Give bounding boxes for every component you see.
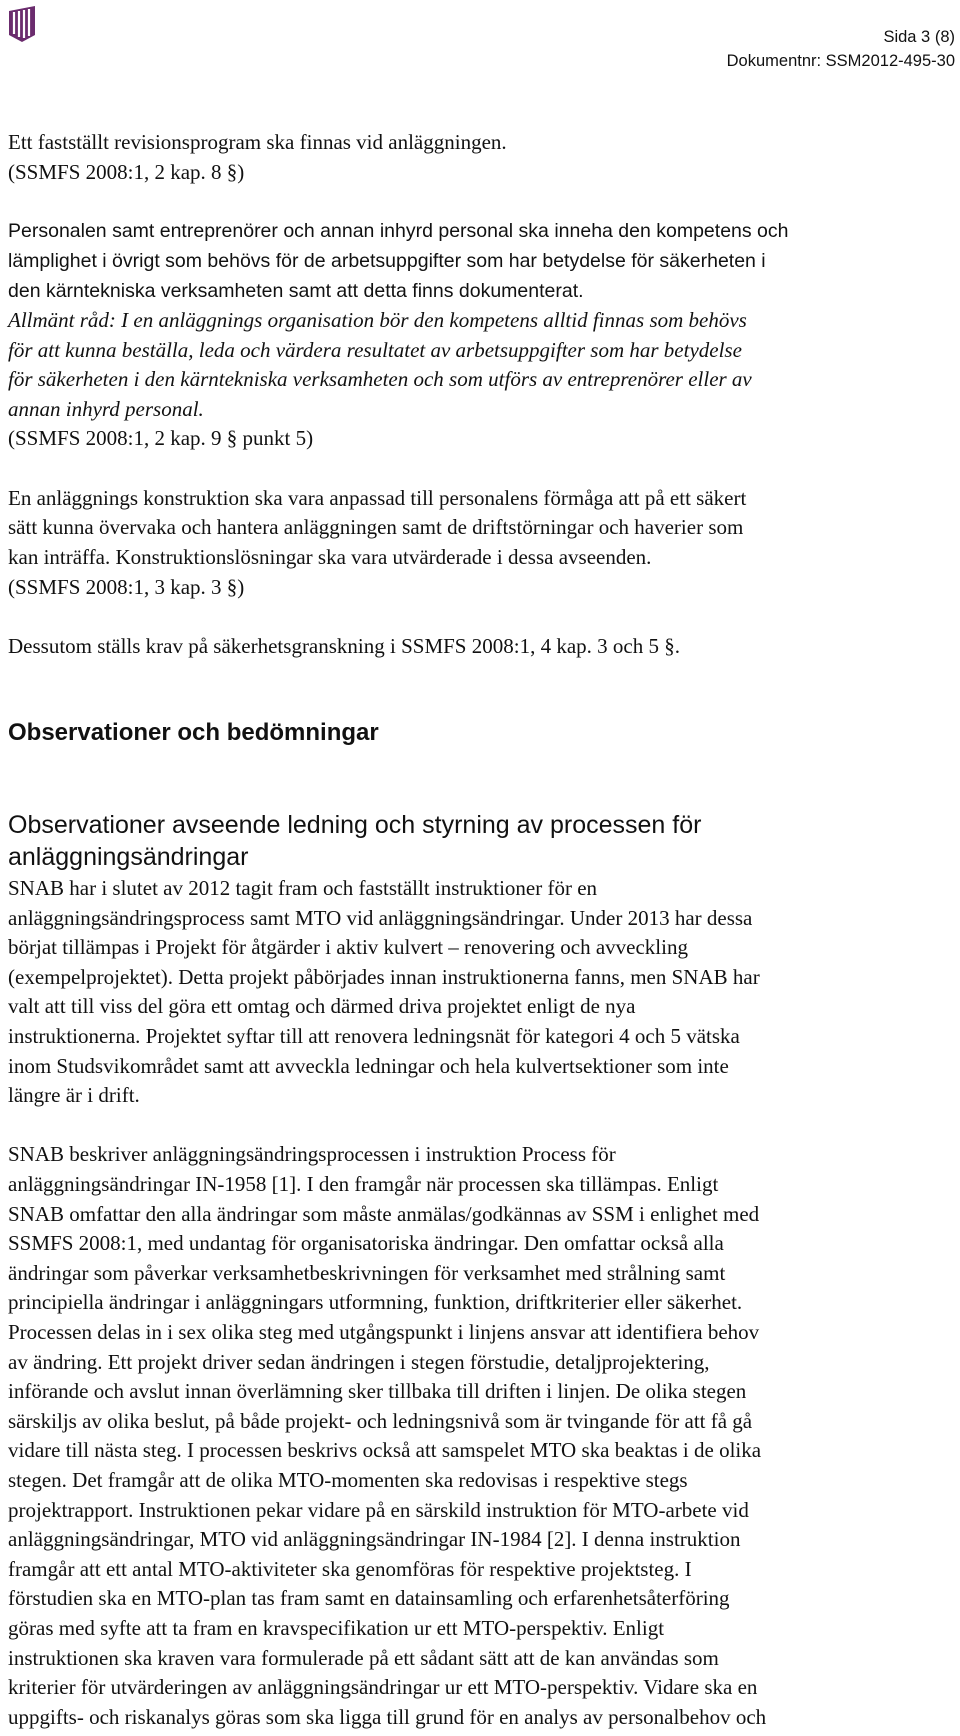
page-header xyxy=(727,25,955,73)
text-line: Personalen samt entreprenörer och annan inhyrd personal ska inneha den kompetens och xyxy=(8,220,789,243)
observations-body xyxy=(8,874,953,1732)
text-line: SNAB omfattar den alla ändringar som måste anmälas/godkännas av SSM i enlighet med xyxy=(8,1201,760,1226)
text-line: (SSMFS 2008:1, 3 kap. 3 §) xyxy=(8,574,245,599)
section-title: Observationer och bedömningar xyxy=(8,719,379,746)
text-line: lämplighet i övrigt som behövs för de arbetsuppgifter som har betydelse för säkerheten i xyxy=(8,249,766,272)
text-line: anläggningsändringar, MTO vid anläggningsändringar IN-1984 [2]. I denna instruktion xyxy=(8,1527,741,1552)
text-line: (exempelprojektet). Detta projekt påbörjades innan instruktionerna fanns, men SNAB har xyxy=(8,964,760,989)
text-line: för att kunna beställa, leda och värdera resultatet av arbetsuppgifter som har betydelse xyxy=(8,337,742,362)
text-line: projektrapport. Instruktionen pekar vidare på en särskild instruktion för MTO-arbete vid xyxy=(8,1497,749,1522)
text-line: uppgifts- och riskanalys göras som ska ligga till grund för en analys av personalbehov och xyxy=(8,1704,767,1729)
text-line: En anläggnings konstruktion ska vara anpassad till personalens förmåga att på ett säkert xyxy=(8,485,747,510)
subsection-title xyxy=(8,809,701,873)
paragraph-2 xyxy=(8,1140,953,1732)
text-line: instruktionerna. Projektet syftar till att renovera ledningsnät för kategori 4 och 5 vätska xyxy=(8,1023,740,1048)
text-line: inom Studsvikområdet samt att avveckla ledningar och hela kulvertsektioner som inte xyxy=(8,1053,729,1078)
ssm-logo xyxy=(7,5,37,43)
text-line: annan inhyrd personal. xyxy=(8,396,204,421)
revision-program-paragraph xyxy=(8,128,948,187)
text-line: börjat tillämpas i Projekt för åtgärder i aktiv kulvert – renovering och avveckling xyxy=(8,935,688,960)
text-line: för säkerheten i den kärntekniska verksamheten och som utförs av entreprenörer eller av xyxy=(8,367,752,392)
text-line: stegen. Det framgår att de olika MTO-momenten ska redovisas i respektive stegs xyxy=(8,1467,688,1492)
text-line: SSMFS 2008:1, med undantag för organisatoriska ändringar. Den omfattar också alla xyxy=(8,1231,724,1256)
text-line: Dessutom ställs krav på säkerhetsgranskning i SSMFS 2008:1, 4 kap. 3 och 5 §. xyxy=(8,634,680,659)
text-line: Processen delas in i sex olika steg med utgångspunkt i linjens ansvar att identifiera behov xyxy=(8,1320,760,1344)
design-paragraph xyxy=(8,484,948,603)
document-number: Dokumentnr: SSM2012-495-30 xyxy=(726,52,955,70)
text-line: kan inträffa. Konstruktionslösningar ska vara utvärderade i dessa avseenden. xyxy=(8,545,652,569)
text-line: anläggningsändringsprocess samt MTO vid anläggningsändringar. Under 2013 har dessa xyxy=(8,905,753,930)
text-line: instruktionen ska kraven vara formulerade på ett sådant sätt att de kan användas som xyxy=(8,1645,719,1670)
text-line: Ett fastställt revisionsprogram ska finnas vid anläggningen. xyxy=(8,130,507,154)
text-line: kriterier för utvärderingen av anläggningsändringar ur ett MTO-perspektiv. Vidare ska en xyxy=(8,1675,758,1700)
text-line: valt att till viss del göra ett omtag och därmed driva projektet enligt de nya xyxy=(8,994,636,1019)
subsection-title-line: Observationer avseende ledning och styrning av processen för xyxy=(8,811,702,839)
personnel-paragraph xyxy=(8,217,948,306)
text-line: längre är i drift. xyxy=(8,1083,140,1108)
text-line: principiella ändringar i anläggningars utformning, funktion, driftkriterier eller säkerhet. xyxy=(8,1290,743,1315)
advice-reference xyxy=(8,424,948,454)
text-line: sätt kunna övervaka och hantera anläggningen samt de driftstörningar och haverier som xyxy=(8,515,744,540)
text-line: göras med syfte att ta fram en kravspecifikation ur ett MTO-perspektiv. Enligt xyxy=(8,1615,665,1640)
text-line: (SSMFS 2008:1, 2 kap. 8 §) xyxy=(8,159,245,184)
text-line: framgår att ett antal MTO-aktiviteter ska genomföras för respektive projektsteg. I xyxy=(8,1556,692,1581)
text-line: Allmänt råd: I en anläggnings organisation bör den kompetens alltid finnas som behövs xyxy=(8,308,747,333)
page-number: Sida 3 (8) xyxy=(883,28,955,46)
text-line: särskiljs av olika beslut, på både projekt- och ledningsnivå som är tvingande för att få gå xyxy=(8,1408,753,1433)
text-line: införande och avslut innan överlämning sker tillbaka till driften i linjen. De olika stegen xyxy=(8,1379,747,1404)
text-line: SNAB beskriver anläggningsändringsprocessen i instruktion Process för xyxy=(8,1142,616,1167)
text-line: ändringar som påverkar verksamhetbeskrivningen för verksamhet med strålning samt xyxy=(8,1260,726,1285)
text-line: förstudien ska en MTO-plan tas fram samt en datainsamling och erfarenhetsåterföring xyxy=(8,1586,730,1611)
subsection-title-line: anläggningsändringar xyxy=(8,843,249,871)
general-advice xyxy=(8,306,948,424)
text-line: anläggningsändringar IN-1958 [1]. I den framgår när processen ska tillämpas. Enligt xyxy=(8,1172,719,1197)
text-line: SNAB har i slutet av 2012 tagit fram och fastställt instruktioner för en xyxy=(8,876,598,900)
text-line: vidare till nästa steg. I processen beskrivs också att samspelet MTO ska beaktas i de olika xyxy=(8,1438,762,1463)
text-line: av ändring. Ett projekt driver sedan ändringen i stegen förstudie, detaljprojektering, xyxy=(8,1349,710,1374)
regulation-section xyxy=(8,128,948,662)
paragraph-1 xyxy=(8,874,953,1111)
text-line: (SSMFS 2008:1, 2 kap. 9 § punkt 5) xyxy=(8,426,314,451)
safety-review-paragraph xyxy=(8,632,948,662)
text-line: den kärntekniska verksamheten samt att detta finns dokumenterat. xyxy=(8,279,584,302)
